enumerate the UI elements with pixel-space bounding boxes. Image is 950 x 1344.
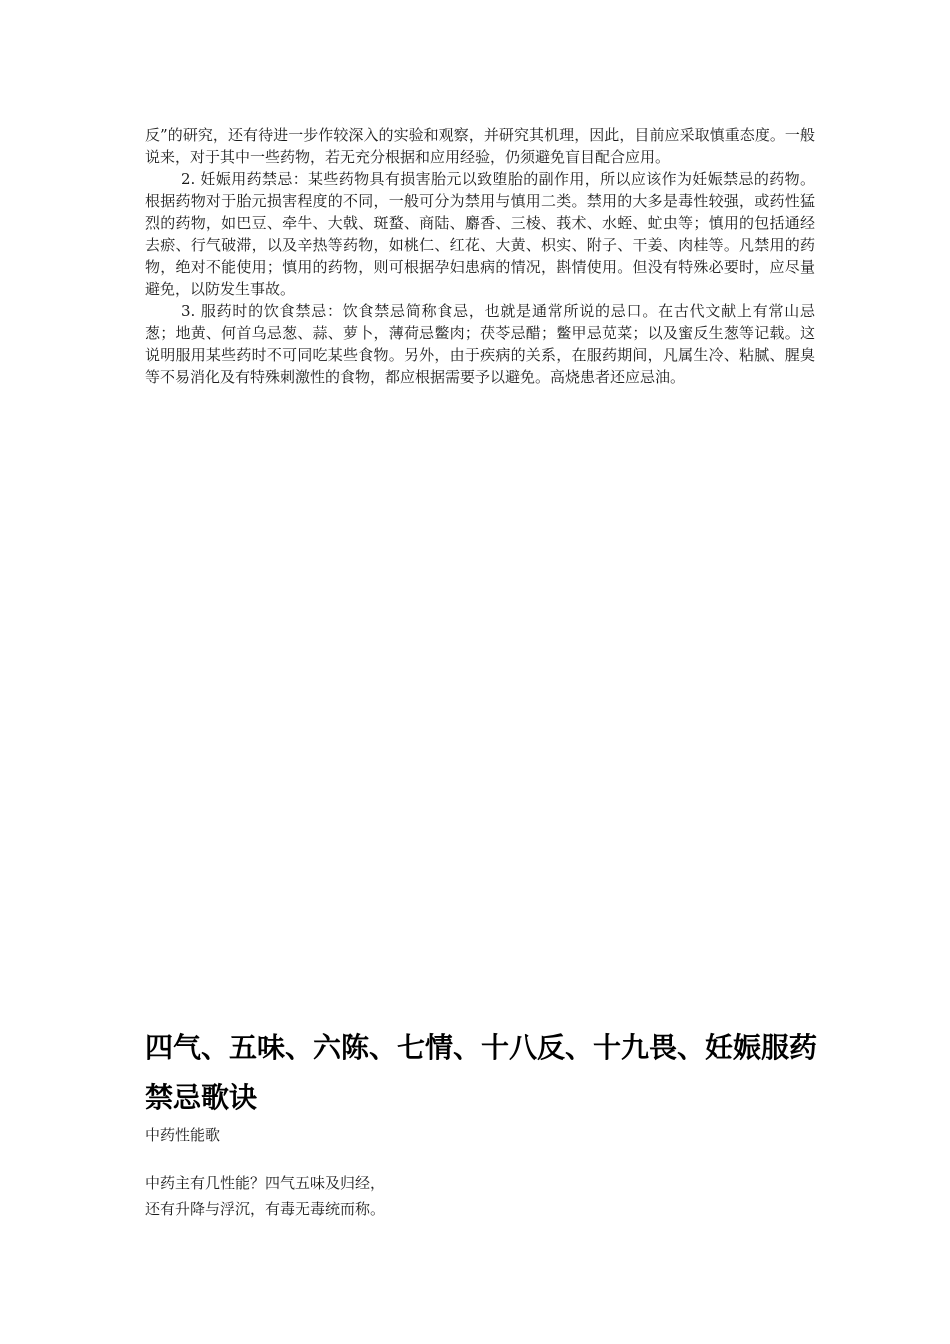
poem-block <box>145 1170 385 1222</box>
body-text-top <box>145 124 815 388</box>
poem-line: 还有升降与浮沉，有毒无毒统而称。 <box>145 1200 386 1218</box>
section-heading: 四气、五味、六陈、七情、十八反、十九畏、妊娠服药禁忌歌诀 <box>145 1031 818 1114</box>
poem-line: 中药主有几性能？四气五味及归经， <box>145 1174 386 1192</box>
paragraph-continuation: 反”的研究，还有待进一步作较深入的实验和观察，并研究其机理，因此，目前应采取慎重态度。一般说来，对于其中一些药物，若无充分根据和应用经验，仍须避免盲目配合应用。 <box>145 126 815 166</box>
paragraph-dietary-contraindications: 3. 服药时的饮食禁忌：饮食禁忌简称食忌，也就是通常所说的忌口。在古代文献上有常山忌葱；地黄、何首乌忌葱、蒜、萝卜，薄荷忌鳖肉；茯苓忌醋；鳖甲忌苋菜；以及蜜反生葱等记载。这说明服用某些药时不可同吃某些食物。另外，由于疾病的关系，在服药期间，凡属生冷、粘腻、腥臭等不易消化及有特殊刺激性的食物，都应根据需要予以避免。高烧患者还应忌油。 <box>145 302 815 386</box>
subheading: 中药性能歌 <box>145 1126 221 1144</box>
paragraph-pregnancy-contraindications: 2. 妊娠用药禁忌：某些药物具有损害胎元以致堕胎的副作用，所以应该作为妊娠禁忌的药物。根据药物对于胎元损害程度的不同，一般可分为禁用与慎用二类。禁用的大多是毒性较强，或药性猛烈的药物，如巴豆、牵牛、大戟、斑蝥、商陆、麝香、三棱、莪术、水蛭、虻虫等；慎用的包括通经去瘀、行气破滞，以及辛热等药物，如桃仁、红花、大黄、枳实、附子、干姜、肉桂等。凡禁用的药物，绝对不能使用；慎用的药物，则可根据孕妇患病的情况，斟情使用。但没有特殊必要时，应尽量避免，以防发生事故。 <box>145 170 815 298</box>
